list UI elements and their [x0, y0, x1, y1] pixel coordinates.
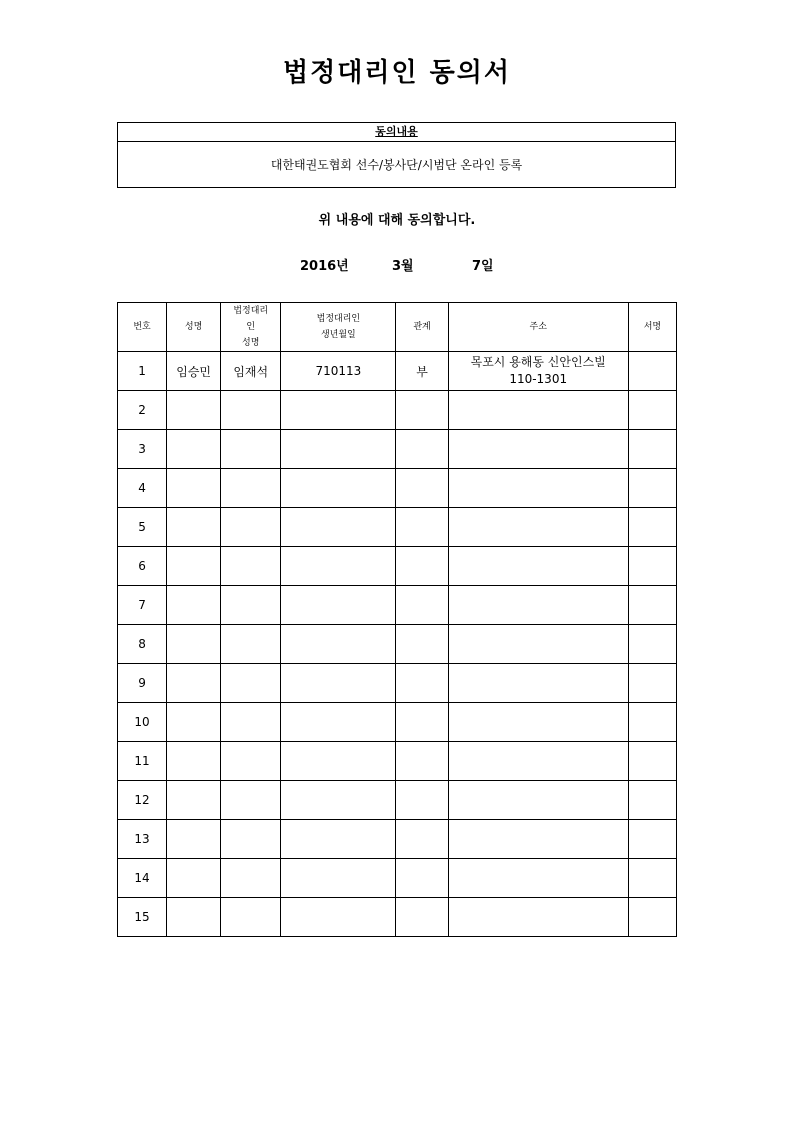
header-guardian-name-line1: 법정대리	[233, 306, 269, 316]
row-number: 7	[118, 586, 167, 625]
row-relation	[396, 469, 448, 508]
table-row	[118, 703, 677, 742]
header-no: 번호	[118, 303, 167, 352]
row-relation	[396, 586, 448, 625]
row-address	[448, 703, 628, 742]
row-address	[448, 430, 628, 469]
row-guardian-name	[221, 898, 281, 937]
row-guardian-name	[221, 547, 281, 586]
row-number: 4	[118, 469, 167, 508]
date-day: 7일	[472, 259, 494, 274]
row-guardian-birth	[281, 547, 396, 586]
row-number: 15	[118, 898, 167, 937]
row-relation	[396, 625, 448, 664]
row-sign[interactable]	[628, 352, 676, 391]
row-sign[interactable]	[628, 820, 676, 859]
row-guardian-name	[221, 664, 281, 703]
row-address-line2: 110-1301	[509, 372, 568, 386]
row-relation	[396, 742, 448, 781]
row-sign[interactable]	[628, 547, 676, 586]
row-guardian-birth	[281, 820, 396, 859]
row-number: 1	[118, 352, 167, 391]
header-guardian-name-line2: 인	[246, 322, 256, 332]
row-name	[167, 547, 221, 586]
row-name	[167, 742, 221, 781]
consent-box	[117, 122, 676, 188]
row-sign[interactable]	[628, 625, 676, 664]
row-address	[448, 625, 628, 664]
header-guardian-name	[221, 303, 281, 352]
row-relation	[396, 664, 448, 703]
row-number: 8	[118, 625, 167, 664]
row-relation	[396, 430, 448, 469]
table-row	[118, 547, 677, 586]
row-guardian-name	[221, 469, 281, 508]
row-relation	[396, 547, 448, 586]
row-sign[interactable]	[628, 391, 676, 430]
row-address	[448, 586, 628, 625]
row-guardian-birth	[281, 898, 396, 937]
row-guardian-birth	[281, 625, 396, 664]
row-guardian-birth	[281, 664, 396, 703]
header-guardian-birth-line2: 생년월일	[320, 330, 356, 340]
row-name	[167, 664, 221, 703]
row-relation: 부	[396, 352, 448, 391]
row-number: 6	[118, 547, 167, 586]
row-name	[167, 703, 221, 742]
row-guardian-name	[221, 820, 281, 859]
header-guardian-name-line3: 성명	[242, 338, 260, 348]
row-guardian-name	[221, 625, 281, 664]
row-relation	[396, 820, 448, 859]
table-row	[118, 586, 677, 625]
table-header-row	[118, 303, 677, 352]
row-sign[interactable]	[628, 664, 676, 703]
row-guardian-birth	[281, 430, 396, 469]
table-row	[118, 898, 677, 937]
row-number: 11	[118, 742, 167, 781]
row-guardian-name	[221, 586, 281, 625]
row-address	[448, 820, 628, 859]
row-name	[167, 820, 221, 859]
row-number: 13	[118, 820, 167, 859]
row-address	[448, 781, 628, 820]
row-number: 12	[118, 781, 167, 820]
row-sign[interactable]	[628, 469, 676, 508]
date-year: 2016년	[300, 259, 349, 274]
row-guardian-name	[221, 430, 281, 469]
row-name	[167, 859, 221, 898]
table-row	[118, 781, 677, 820]
table-row	[118, 742, 677, 781]
table-row	[118, 508, 677, 547]
row-name	[167, 625, 221, 664]
row-address	[448, 664, 628, 703]
table-row	[118, 820, 677, 859]
row-guardian-birth	[281, 742, 396, 781]
row-relation	[396, 898, 448, 937]
table-row	[118, 391, 677, 430]
row-address	[448, 898, 628, 937]
table-row	[118, 625, 677, 664]
row-guardian-birth	[281, 703, 396, 742]
row-address	[448, 508, 628, 547]
header-guardian-birth	[281, 303, 396, 352]
row-address	[448, 352, 628, 391]
consent-header: 동의내용	[118, 123, 675, 142]
header-name: 성명	[167, 303, 221, 352]
agree-statement: 위 내용에 대해 동의합니다.	[318, 213, 476, 228]
row-sign[interactable]	[628, 742, 676, 781]
table-row	[118, 469, 677, 508]
row-guardian-birth	[281, 508, 396, 547]
row-sign[interactable]	[628, 703, 676, 742]
row-name	[167, 898, 221, 937]
row-address-line1: 목포시 용해동 신안인스빌	[470, 355, 606, 369]
row-name: 임승민	[167, 352, 221, 391]
row-sign[interactable]	[628, 781, 676, 820]
row-guardian-name	[221, 742, 281, 781]
row-address	[448, 859, 628, 898]
row-relation	[396, 703, 448, 742]
row-address	[448, 469, 628, 508]
table-row	[118, 352, 677, 391]
row-relation	[396, 391, 448, 430]
row-address	[448, 391, 628, 430]
table-row	[118, 859, 677, 898]
header-guardian-birth-line1: 법정대리인	[316, 314, 361, 324]
header-relation: 관계	[396, 303, 448, 352]
header-sign: 서명	[628, 303, 676, 352]
row-relation	[396, 508, 448, 547]
document-title: 법정대리인 동의서	[283, 58, 511, 88]
row-guardian-birth: 710113	[281, 352, 396, 391]
row-guardian-name: 임재석	[221, 352, 281, 391]
header-address: 주소	[448, 303, 628, 352]
row-guardian-name	[221, 703, 281, 742]
row-guardian-birth	[281, 586, 396, 625]
row-sign[interactable]	[628, 430, 676, 469]
date-month: 3월	[392, 259, 414, 274]
row-number: 2	[118, 391, 167, 430]
row-guardian-name	[221, 859, 281, 898]
row-address	[448, 742, 628, 781]
row-name	[167, 781, 221, 820]
row-number: 5	[118, 508, 167, 547]
row-name	[167, 508, 221, 547]
guardian-table	[117, 302, 677, 937]
row-number: 9	[118, 664, 167, 703]
row-number: 14	[118, 859, 167, 898]
row-number: 10	[118, 703, 167, 742]
row-sign[interactable]	[628, 859, 676, 898]
row-guardian-birth	[281, 469, 396, 508]
row-name	[167, 469, 221, 508]
row-guardian-name	[221, 508, 281, 547]
row-sign[interactable]	[628, 586, 676, 625]
row-sign[interactable]	[628, 508, 676, 547]
row-name	[167, 391, 221, 430]
row-guardian-name	[221, 781, 281, 820]
row-name	[167, 430, 221, 469]
row-guardian-birth	[281, 781, 396, 820]
consent-content: 대한태권도협회 선수/봉사단/시범단 온라인 등록	[270, 158, 523, 172]
row-guardian-name	[221, 391, 281, 430]
table-row	[118, 430, 677, 469]
row-sign[interactable]	[628, 898, 676, 937]
row-address	[448, 547, 628, 586]
row-guardian-birth	[281, 859, 396, 898]
row-relation	[396, 781, 448, 820]
row-name	[167, 586, 221, 625]
table-row	[118, 664, 677, 703]
row-guardian-birth	[281, 391, 396, 430]
row-relation	[396, 859, 448, 898]
row-number: 3	[118, 430, 167, 469]
